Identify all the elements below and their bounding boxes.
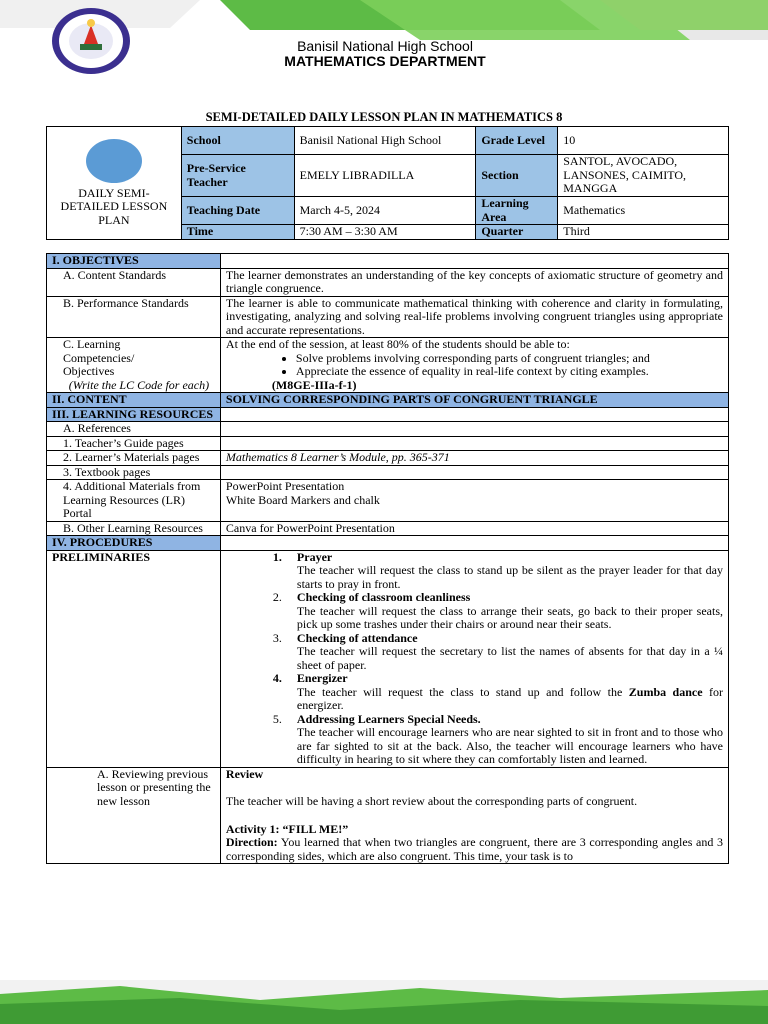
direction-text: Direction: You learned that when two triangles are congruent, there are 3 corresponding angles and 3 corresponding sides, which are also congruent. This time, your task is to <box>225 835 723 863</box>
plan-type-label: DAILY SEMI-DETAILED LESSON PLAN <box>60 185 168 227</box>
quarter-value: Third <box>558 225 729 240</box>
grade-label: Grade Level <box>476 127 558 155</box>
competencies-intro: At the end of the session, at least 80% of the students should be able to: <box>225 337 570 351</box>
time-value: 7:30 AM – 3:30 AM <box>294 225 476 240</box>
lesson-plan-table <box>46 253 729 864</box>
list-item: • Solve problems involving corresponding parts of congruent triangles; and <box>296 352 723 366</box>
lc-code: (M8GE-IIIa-f-1) <box>271 377 357 392</box>
content-standards-label: A. Content Standards <box>47 268 221 296</box>
performance-standards-label: B. Performance Standards <box>47 296 221 338</box>
additional-materials-value <box>220 480 728 522</box>
learners-materials-value: Mathematics 8 Learner’s Module, pp. 365-371 <box>220 451 728 466</box>
additional-materials-label: 4. Additional Materials from Learning Resources (LR) Portal <box>47 480 221 522</box>
learners-materials-label: 2. Learner’s Materials pages <box>47 451 221 466</box>
time-label: Time <box>181 225 294 240</box>
procedures-heading: IV. PROCEDURES <box>47 536 221 551</box>
date-value: March 4-5, 2024 <box>294 197 476 225</box>
page-header <box>0 0 768 82</box>
list-item: 5. Addressing Learners Special Needs. The teacher will encourage learners who are near sighted to sit in front and to those who are far sighted to sit at the back. Also, the teacher will encourage learners who have difficulty in hearing to sit where they can comfortably listen and learned. <box>272 711 723 766</box>
objectives-heading: I. OBJECTIVES <box>47 254 221 269</box>
other-resources-value: Canva for PowerPoint Presentation <box>220 521 728 536</box>
resources-heading: III. LEARNING RESOURCES <box>47 407 221 422</box>
list-item: 4. Energizer The teacher will request the class to stand up and follow the Zumba dance for energizer. <box>272 671 723 712</box>
teacher-value: EMELY LIBRADILLA <box>294 155 476 197</box>
teacher-label: Pre-Service Teacher <box>181 155 294 197</box>
activity-title: Activity 1: “FILL ME!” <box>225 821 349 836</box>
school-name: Banisil National High School <box>297 38 473 54</box>
review-content <box>220 767 728 864</box>
school-label: School <box>181 127 294 155</box>
additional-material-1: PowerPoint Presentation <box>225 479 345 493</box>
list-item: 1. Prayer The teacher will request the class to stand up be silent as the prayer leader for that day starts to pray in front. <box>272 549 723 591</box>
school-value: Banisil National High School <box>294 127 476 155</box>
content-heading: II. CONTENT <box>47 393 221 408</box>
quarter-label: Quarter <box>476 225 558 240</box>
date-label: Teaching Date <box>181 197 294 225</box>
review-label: A. Reviewing previous lesson or presenting the new lesson <box>47 767 221 864</box>
review-title: Review <box>225 766 264 781</box>
competencies-cell <box>47 338 221 393</box>
preliminaries-content <box>220 550 728 767</box>
textbook-label: 3. Textbook pages <box>47 465 221 480</box>
preliminaries-list <box>226 551 723 767</box>
competencies-value <box>220 338 728 393</box>
section-value: SANTOL, AVOCADO, LANSONES, CAIMITO, MANGGA <box>558 155 729 197</box>
review-text: The teacher will be having a short review about the corresponding parts of congruent. <box>225 794 638 808</box>
area-label: Learning Area <box>476 197 558 225</box>
page-footer <box>0 980 768 1024</box>
content-standards-value: The learner demonstrates an understanding of the key concepts of axiomatic structure of geometry and triangle congruence. <box>220 268 728 296</box>
content-value: SOLVING CORRESPONDING PARTS OF CONGRUENT TRIANGLE <box>220 393 728 408</box>
department-name: MATHEMATICS DEPARTMENT <box>284 53 486 69</box>
section-label: Section <box>476 155 558 197</box>
additional-material-2: White Board Markers and chalk <box>225 492 380 507</box>
competencies-label: C. Learning Competencies/ Objectives <box>63 337 135 378</box>
area-value: Mathematics <box>558 197 729 225</box>
decorative-circle <box>86 139 142 183</box>
competencies-note: (Write the LC Code for each) <box>68 377 210 392</box>
teachers-guide-label: 1. Teacher’s Guide pages <box>47 436 221 451</box>
list-item: 3. Checking of attendance The teacher will request the secretary to list the names of absents for that day in a ¼ sheet of paper. <box>272 630 723 672</box>
footer-decoration <box>0 980 768 1024</box>
document-title: SEMI-DETAILED DAILY LESSON PLAN IN MATHEMATICS 8 <box>205 110 563 124</box>
other-resources-label: B. Other Learning Resources <box>47 521 221 536</box>
performance-standards-value: The learner is able to communicate mathematical thinking with coherence and clarity in formulating, investigating, analyzing and solving real-life problems involving congruent triangles using appropriate and accurate representations. <box>220 296 728 338</box>
info-table <box>46 126 729 240</box>
references-label: A. References <box>47 422 221 437</box>
plan-type-cell <box>47 127 182 240</box>
list-item: • Appreciate the essence of equality in real-life context by citing examples. <box>296 365 723 379</box>
preliminaries-label: PRELIMINARIES <box>47 550 221 767</box>
competencies-list <box>226 352 723 379</box>
list-item: 2. Checking of classroom cleanliness The teacher will request the class to arrange their seats, go back to their proper seats, pick up some trashes under their chairs or around near their seats. <box>272 590 723 631</box>
grade-value: 10 <box>558 127 729 155</box>
school-logo <box>50 6 132 76</box>
